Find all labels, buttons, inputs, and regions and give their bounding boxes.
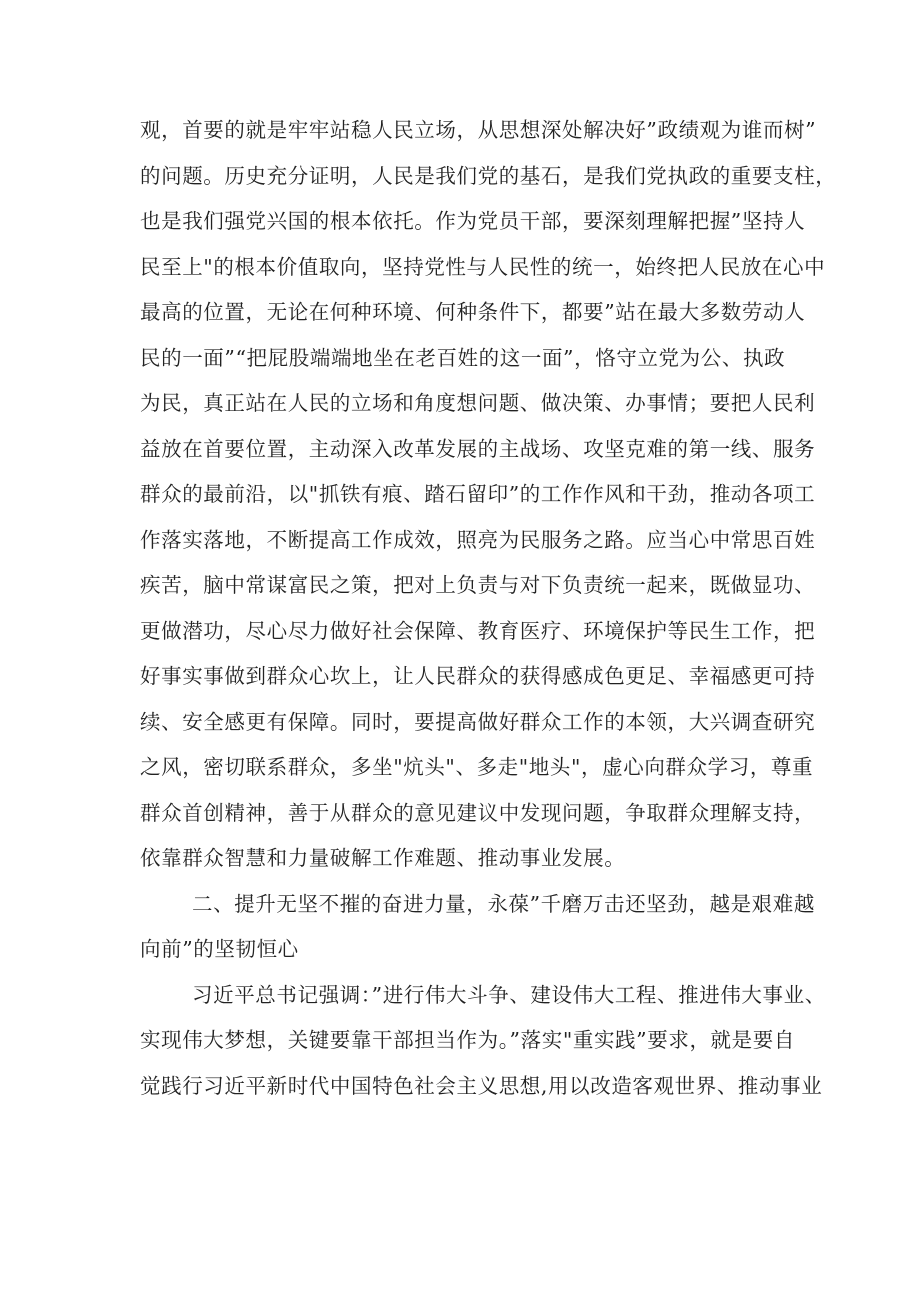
section-heading-line: 向前”的坚韧恒心 <box>140 937 299 961</box>
body-line: 实现伟大梦想，关键要靠干部担当作为。”落实"重实践”要求，就是要自 <box>140 1028 795 1052</box>
body-line: 之风，密切联系群众，多坐"炕头"、多走"地头"，虚心向群众学习，尊重 <box>140 755 814 779</box>
body-line: 观，首要的就是牢牢站稳人民立场，从思想深处解决好”政绩观为谁而树” <box>140 118 817 142</box>
body-line: 习近平总书记强调：”进行伟大斗争、建设伟大工程、推进伟大事业、 <box>192 982 826 1007</box>
body-line: 的问题。历史充分证明，人民是我们党的基石，是我们党执政的重要支柱， <box>140 163 837 188</box>
body-line: 为民，真正站在人民的立场和角度想问题、做决策、办事情；要把人民利 <box>140 391 816 415</box>
body-line: 民的一面”“把屁股端端地坐在老百姓的这一面”，恪守立党为公、执政 <box>140 345 786 370</box>
body-line: 民至上"的根本价值取向，坚持党性与人民性的统一，始终把人民放在心中 <box>140 254 826 279</box>
body-line: 更做潜功，尽心尽力做好社会保障、教育医疗、环境保护等民生工作，把 <box>140 618 816 643</box>
body-line: 群众首创精神，善于从群众的意见建议中发现问题，争取群众理解支持， <box>140 800 816 825</box>
body-line: 疾苦，脑中常谋富民之策，把对上负责与对下负责统一起来，既做显功、 <box>140 573 816 597</box>
section-heading-line: 二、提升无坚不摧的奋进力量，永葆”千磨万击还坚劲，越是艰难越 <box>192 891 815 916</box>
body-line: 作落实落地，不断提高工作成效，照亮为民服务之路。应当心中常思百姓 <box>140 527 816 552</box>
body-line: 觉践行习近平新时代中国特色社会主义思想,用以改造客观世界、推动事业 <box>140 1073 823 1098</box>
body-line: 好事实事做到群众心坎上，让人民群众的获得感成色更足、幸福感更可持 <box>140 664 816 688</box>
body-line: 依靠群众智慧和力量破解工作难题、推动事业发展。 <box>140 846 626 870</box>
body-line: 益放在首要位置，主动深入改革发展的主战场、攻坚克难的第一线、服务 <box>140 436 816 461</box>
document-body <box>140 108 837 1109</box>
body-line: 群众的最前沿，以"抓铁有痕、踏石留印”的工作作风和干劲，推动各项工 <box>140 482 816 506</box>
body-line: 最高的位置，无论在何种环境、何种条件下，都要”站在最大多数劳动人 <box>140 300 806 324</box>
body-line: 续、安全感更有保障。同时，要提高做好群众工作的本领，大兴调查研究 <box>140 709 816 734</box>
body-line: 也是我们强党兴国的根本依托。作为党员干部，要深刻理解把握”坚持人 <box>140 209 806 233</box>
